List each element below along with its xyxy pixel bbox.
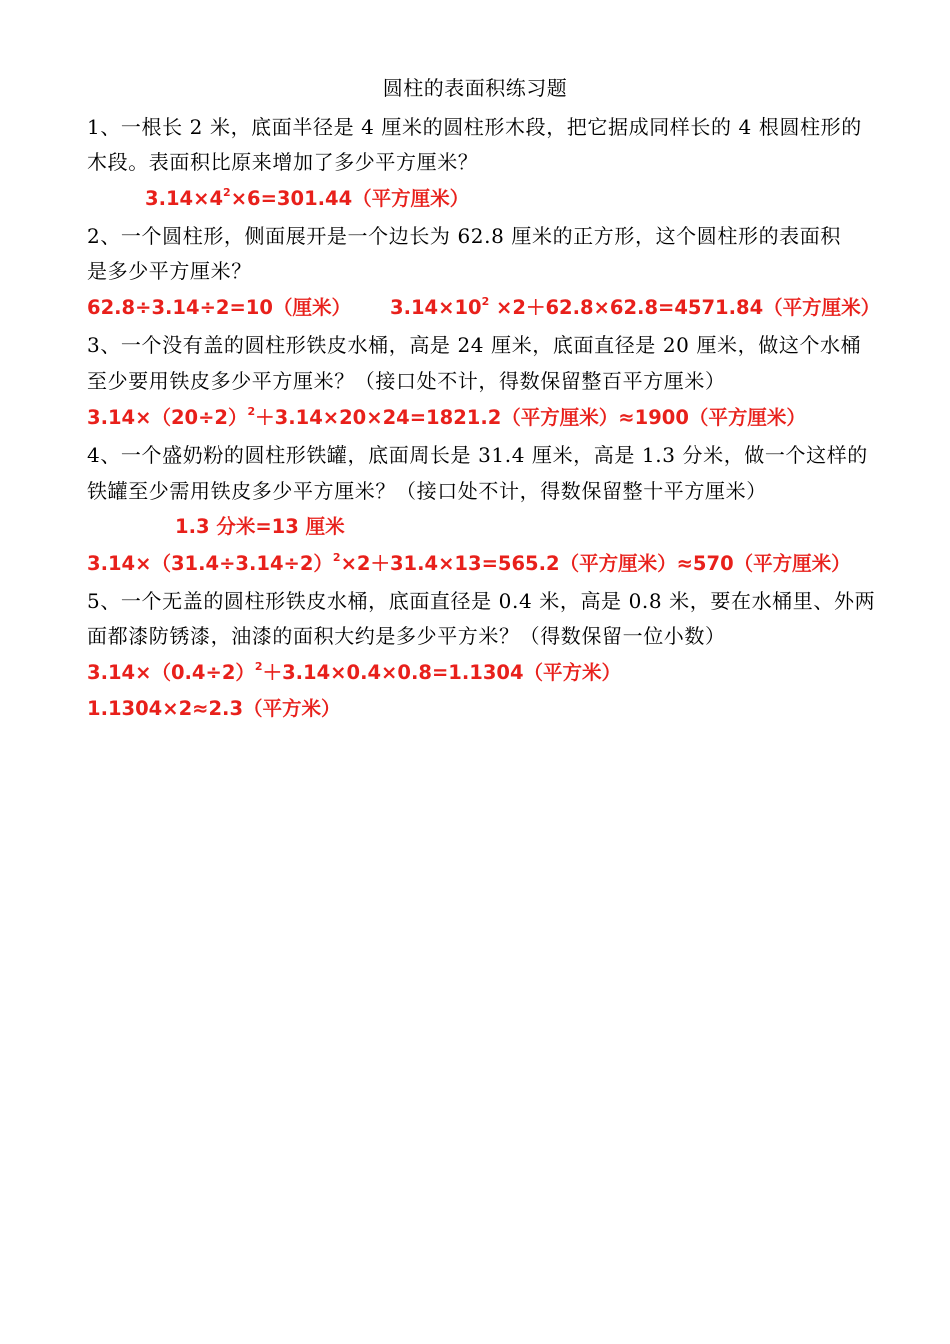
problem-2-line-2: 是多少平方厘米？: [87, 259, 252, 283]
problem-2-line-1: 2、一个圆柱形，侧面展开是一个边长为 62.8 厘米的正方形，这个圆柱形的表面积: [87, 224, 841, 248]
problem-3-answer: [87, 403, 806, 433]
problem-3-line-1: 3、一个没有盖的圆柱形铁皮水桶，高是 24 厘米，底面直径是 20 厘米，做这个水桶: [87, 333, 862, 357]
answer-text: ＋3.14×20×24=1821.2（平方厘米）≈1900（平方厘米）: [255, 406, 806, 429]
problem-2-answer-part-2: [390, 293, 880, 323]
answer-text: ×2＋62.8×62.8=4571.84（平方厘米）: [489, 296, 881, 319]
problem-5-line-2: 面都漆防锈漆，油漆的面积大约是多少平方米？（得数保留一位小数）: [87, 624, 726, 648]
problem-1-answer: [145, 184, 469, 214]
answer-text: 3.14×（0.4÷2）: [87, 661, 255, 684]
problem-1-line-2: 木段。表面积比原来增加了多少平方厘米？: [87, 150, 479, 174]
answer-text: ×2＋31.4×13=565.2（平方厘米）≈570（平方厘米）: [340, 552, 851, 575]
exponent: 2: [254, 660, 263, 673]
problem-5-answer: [87, 658, 621, 688]
answer-text: 3.14×4: [145, 187, 224, 210]
problem-5-answer-final: 1.1304×2≈2.3（平方米）: [87, 697, 341, 720]
problem-3-line-2: 至少要用铁皮多少平方厘米？（接口处不计，得数保留整百平方厘米）: [87, 369, 726, 393]
exponent: 2: [247, 405, 256, 418]
answer-text: 3.14×（20÷2）: [87, 406, 248, 429]
exponent: 2: [481, 295, 490, 308]
problem-5-line-1: 5、一个无盖的圆柱形铁皮水桶，底面直径是 0.4 米，高是 0.8 米，要在水桶里、外两: [87, 589, 876, 613]
answer-text: 3.14×10: [390, 296, 482, 319]
problem-4-line-2: 铁罐至少需用铁皮多少平方厘米？（接口处不计，得数保留整十平方厘米）: [87, 479, 767, 503]
answer-text: ＋3.14×0.4×0.8=1.1304（平方米）: [262, 661, 622, 684]
page-title: 圆柱的表面积练习题: [382, 76, 568, 100]
exponent: 2: [332, 551, 341, 564]
problem-4-line-1: 4、一个盛奶粉的圆柱形铁罐，底面周长是 31.4 厘米，高是 1.3 分米，做一个这样的: [87, 443, 868, 467]
answer-text: ×6=301.44（平方厘米）: [230, 187, 470, 210]
problem-4-unit-conversion: 1.3 分米=13 厘米: [175, 515, 345, 538]
problem-2-answer-part-1: 62.8÷3.14÷2=10（厘米）: [87, 296, 351, 319]
problem-4-answer: [87, 549, 851, 579]
answer-text: 3.14×（31.4÷3.14÷2）: [87, 552, 333, 575]
exponent: 2: [223, 186, 231, 199]
problem-1-line-1: 1、一根长 2 米，底面半径是 4 厘米的圆柱形木段，把它据成同样长的 4 根圆柱形的: [87, 115, 862, 139]
